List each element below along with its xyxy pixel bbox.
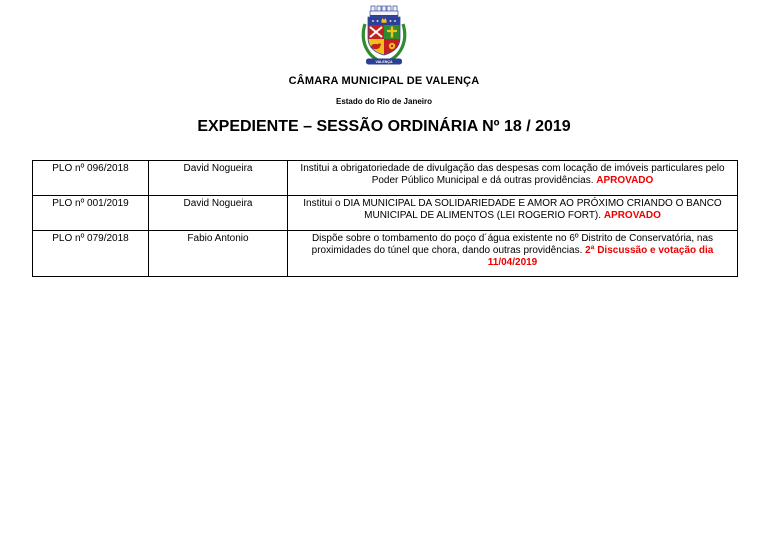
crest-scroll-text: VALENÇA	[375, 60, 393, 64]
item-description-text: Institui a obrigatoriedade de divulgação das despesas com locação de imóveis particulares pelo Poder Público Municipal e dá outras providências.	[300, 163, 725, 186]
table-row	[33, 196, 738, 231]
expediente-table	[32, 160, 738, 277]
org-name: CÂMARA MUNICIPAL DE VALENÇA	[288, 75, 480, 87]
page-title: EXPEDIENTE – SESSÃO ORDINÁRIA Nº 18 / 2019	[197, 118, 571, 135]
item-description-text: Institui o DIA MUNICIPAL DA SOLIDARIEDADE E AMOR AO PRÓXIMO CRIANDO O BANCO MUNICIPAL DE ALIMENTOS (LEI ROGERIO FORT).	[303, 198, 722, 221]
table-row	[33, 231, 738, 277]
coat-of-arms-icon	[358, 4, 410, 68]
org-subtitle: Estado do Rio de Janeiro	[335, 97, 432, 106]
status-badge: APROVADO	[603, 210, 661, 221]
mural-crown	[370, 6, 398, 17]
item-description	[288, 161, 738, 196]
item-description	[288, 231, 738, 277]
status-badge: APROVADO	[596, 175, 654, 186]
crest-scroll	[366, 59, 402, 65]
table-row	[33, 161, 738, 196]
municipal-coat-of-arms	[358, 4, 410, 73]
item-id: PLO nº 096/2018	[33, 161, 149, 196]
item-author: David Nogueira	[149, 196, 288, 231]
item-id: PLO nº 079/2018	[33, 231, 149, 277]
item-description	[288, 196, 738, 231]
item-description-text: Dispõe sobre o tombamento do poço d´água existente no 6º Distrito de Conservatória, nas proximidades do túnel que chora, dando outras providências.	[311, 233, 714, 256]
item-author: Fabio Antonio	[149, 231, 288, 277]
item-id: PLO nº 001/2019	[33, 196, 149, 231]
status-badge: 2ª Discussão e votação dia 11/04/2019	[487, 245, 714, 268]
item-author: David Nogueira	[149, 161, 288, 196]
